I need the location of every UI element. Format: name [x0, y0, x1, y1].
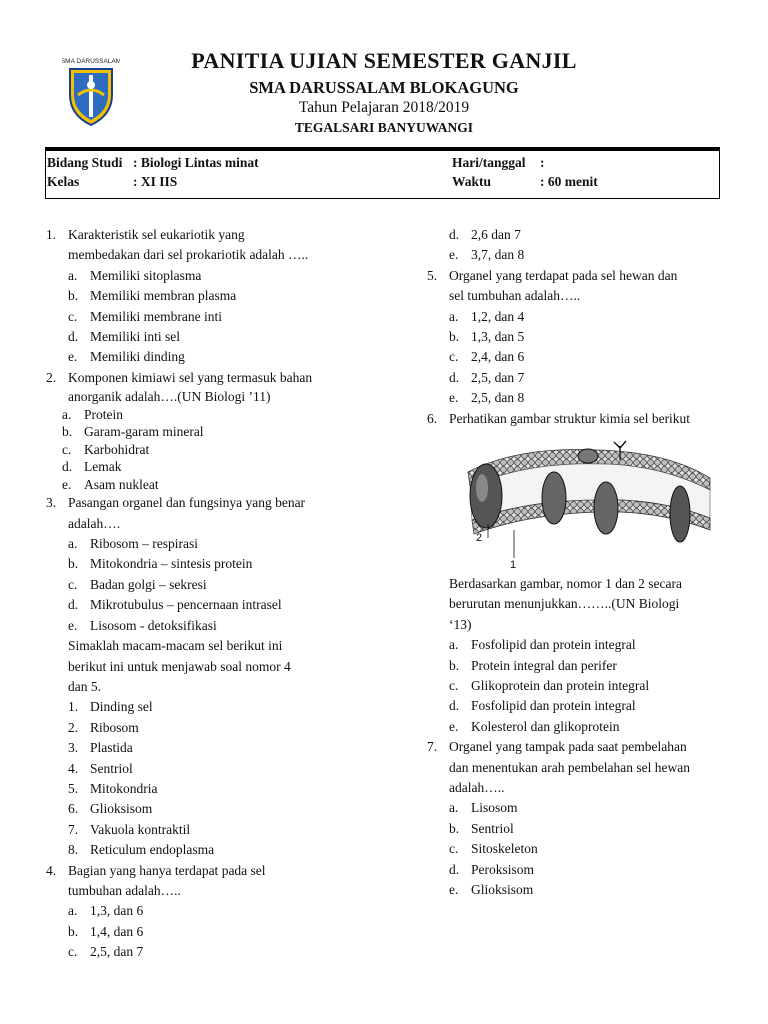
organel-item: 1. Dinding sel [68, 699, 153, 715]
organel-item: 4. Sentriol [68, 760, 133, 776]
option: d. Mikrotubulus – pencernaan intrasel [68, 597, 282, 613]
option: b. Garam-garam mineral [62, 424, 204, 440]
option: e. 2,5, dan 8 [449, 390, 525, 406]
question-2: 2. Komponen kimiawi sel yang termasuk bahan anorganik adalah….(UN Biologi ’11) [46, 368, 386, 406]
question-2-options [46, 406, 386, 494]
question-6-body [427, 574, 757, 737]
option: e. Glioksisom [449, 882, 534, 898]
option: a. Ribosom – respirasi [68, 536, 198, 552]
question-text: adalah…. [68, 515, 121, 531]
date-value: : [540, 155, 545, 170]
option: b. 1,3, dan 5 [449, 329, 525, 345]
question-text: tumbuhan adalah….. [68, 882, 181, 898]
question-text: sel tumbuhan adalah….. [449, 288, 581, 304]
school-name: SMA DARUSSALAM BLOKAGUNG [249, 78, 519, 97]
option: c. Memiliki membrane inti [68, 308, 222, 324]
question-text: adalah….. [449, 780, 505, 796]
intro-text: dan 5. [68, 678, 101, 694]
option: c. 2,4, dan 6 [449, 349, 525, 365]
option: b. Sentriol [449, 820, 514, 836]
academic-year: Tahun Pelajaran 2018/2019 [298, 99, 470, 116]
date-label: Hari/tanggal [452, 155, 526, 170]
option: a. Lisosom [449, 800, 518, 816]
school-location: TEGALSARI BANYUWANGI [294, 120, 474, 135]
question-3: 3. Pasangan organel dan fungsinya yang benar adalah…. a. Ribosom – respirasi b. Mitokondria – sintesis protein c. Badan golgi – sekresi d. Mikrotubulus – pencernaan intrasel e. Lisosom - detoksifikasi Simaklah macam-macam sel berikut ini berikut ini untuk menjawab soal nomor 4 dan 5. 1. Dinding sel 2. Ribosom 3. Plastida 4. Sentriol 5. Mitokondria 6. Glioksisom 7. Vakuola kontraktil 8. Reticulum endoplasma [46, 493, 386, 860]
cell-membrane-figure [458, 438, 720, 572]
organel-item: 6. Glioksisom [68, 801, 153, 817]
question-text: Pasangan organel dan fungsinya yang benar [68, 495, 306, 511]
option: d. Fosfolipid dan protein integral [449, 698, 636, 714]
question-7: 7. Organel yang tampak pada saat pembelahan dan menentukan arah pembelahan sel hewan adalah….. a. Lisosom b. Sentriol c. Sitoskeleton d. Peroksisom e. Glioksisom [427, 737, 757, 900]
option: e. Kolesterol dan glikoprotein [449, 718, 620, 734]
option: a. Memiliki sitoplasma [68, 267, 202, 283]
option: b. Protein integral dan perifer [449, 657, 617, 673]
option: d. 2,6 dan 7 [449, 227, 521, 242]
option: e. 3,7, dan 8 [449, 247, 525, 263]
time-label: Waktu [452, 174, 492, 189]
class-label: Kelas [47, 174, 80, 189]
subject-value: : Biologi Lintas minat [133, 155, 259, 170]
option: d. Peroksisom [449, 861, 535, 877]
option: d. Lemak [62, 459, 122, 475]
option: c. 2,5, dan 7 [68, 944, 144, 960]
exam-committee-title: PANITIA UJIAN SEMESTER GANJIL [191, 48, 577, 73]
option: e. Lisosom - detoksifikasi [68, 617, 217, 633]
right-column-bottom [427, 574, 757, 901]
option: b. 1,4, dan 6 [68, 923, 144, 939]
left-column [46, 225, 386, 963]
question-text: Bagian yang hanya terdapat pada sel [68, 862, 266, 878]
question-5: 5. Organel yang terdapat pada sel hewan dan sel tumbuhan adalah….. a. 1,2, dan 4 b. 1,3, dan 5 c. 2,4, dan 6 d. 2,5, dan 7 e. 2,5, dan 8 [427, 266, 757, 409]
option: a. 1,3, dan 6 [68, 903, 144, 919]
option: c. Karbohidrat [62, 441, 150, 457]
question-text: ‘13) [449, 616, 472, 632]
figure-label-2: 2 [476, 532, 483, 544]
question-text: Perhatikan gambar struktur kimia sel berikut [449, 410, 691, 426]
organel-item: 8. Reticulum endoplasma [68, 842, 215, 858]
question-text: Komponen kimiawi sel yang termasuk bahan [68, 369, 313, 385]
option: e. Memiliki dinding [68, 349, 185, 365]
option: b. Memiliki membran plasma [68, 288, 237, 304]
question-text: membedakan dari sel prokariotik adalah ….. [68, 247, 309, 263]
question-text: berurutan menunjukkan……..(UN Biologi [449, 596, 680, 612]
question-4: 4. Bagian yang hanya terdapat pada sel tumbuhan adalah….. a. 1,3, dan 6 b. 1,4, dan 6 c. 2,5, dan 7 [46, 861, 386, 963]
question-text: Berdasarkan gambar, nomor 1 dan 2 secara [449, 576, 682, 591]
question-1: 1. Karakteristik sel eukariotik yang membedakan dari sel prokariotik adalah ….. a. Memiliki sitoplasma b. Memiliki membran plasma c. Memiliki membrane inti d. Memiliki inti sel e. Memiliki dinding [46, 225, 386, 368]
logo-text: SMA DARUSSALAM [62, 58, 120, 65]
option: a. Protein [62, 406, 123, 422]
class-value: : XI IIS [133, 174, 178, 189]
organel-item: 5. Mitokondria [68, 780, 158, 796]
intro-text: Simaklah macam-macam sel berikut ini [68, 638, 283, 654]
option: e. Asam nukleat [62, 476, 159, 492]
option: c. Badan golgi – sekresi [68, 576, 207, 592]
option: c. Glikoprotein dan protein integral [449, 678, 650, 694]
option: b. Mitokondria – sintesis protein [68, 556, 253, 572]
right-column-top [427, 225, 757, 429]
intro-text: berikut ini untuk menjawab soal nomor 4 [68, 658, 291, 674]
subject-label: Bidang Studi [47, 155, 123, 170]
organel-item: 3. Plastida [68, 740, 133, 756]
option: a. Fosfolipid dan protein integral [449, 637, 636, 653]
organel-item: 7. Vakuola kontraktil [68, 821, 191, 837]
option: a. 1,2, dan 4 [449, 308, 525, 324]
option: d. 2,5, dan 7 [449, 369, 525, 385]
option: d. Memiliki inti sel [68, 329, 180, 345]
figure-label-1: 1 [510, 559, 517, 571]
question-text: dan menentukan arah pembelahan sel hewan [449, 759, 691, 775]
question-text: Organel yang tampak pada saat pembelahan [449, 739, 687, 755]
question-6: 6. Perhatikan gambar struktur kimia sel berikut [427, 409, 757, 429]
time-value: : 60 menit [540, 174, 598, 189]
question-text: anorganik adalah….(UN Biologi ’11) [68, 389, 271, 405]
question-text: Karakteristik sel eukariotik yang [68, 227, 245, 242]
option: c. Sitoskeleton [449, 841, 538, 857]
organel-item: 2. Ribosom [68, 719, 139, 735]
question-4-continued [427, 225, 757, 266]
question-text: Organel yang terdapat pada sel hewan dan [449, 267, 678, 283]
